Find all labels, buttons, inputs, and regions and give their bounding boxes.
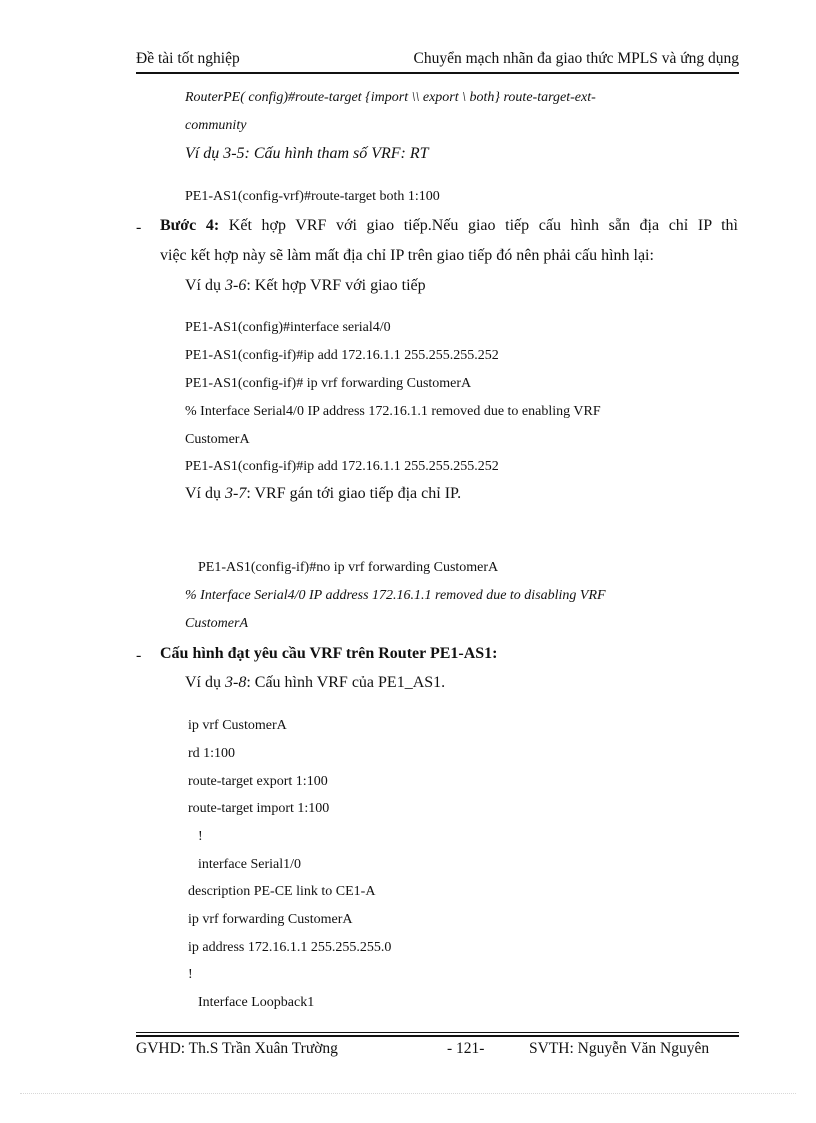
page-edge-dots <box>20 1093 796 1094</box>
config-line: rd 1:100 <box>188 746 236 761</box>
config-line: Interface Loopback1 <box>198 995 315 1010</box>
footer-page-number: - 121- <box>447 1040 485 1057</box>
footer-student: SVTH: Nguyễn Văn Nguyên <box>529 1040 710 1057</box>
config-line: route-target export 1:100 <box>188 774 328 789</box>
section-heading <box>160 645 498 663</box>
example-prefix: Ví dụ <box>185 485 225 502</box>
example-prefix: Ví dụ <box>185 277 225 294</box>
code-line: PE1-AS1(config-if)# ip vrf forwarding CustomerA <box>185 376 472 391</box>
header-rule <box>136 72 739 74</box>
code-line: CustomerA <box>185 432 250 447</box>
syntax-line-cont: community <box>185 118 247 133</box>
footer-rule <box>136 1035 739 1037</box>
example-text: : Cấu hình VRF của PE1_AS1. <box>246 674 446 691</box>
config-line: interface Serial1/0 <box>198 857 302 872</box>
code-line: PE1-AS1(config-if)#no ip vrf forwarding CustomerA <box>198 560 499 575</box>
code-line: PE1-AS1(config)#interface serial4/0 <box>185 320 391 335</box>
code-line: PE1-AS1(config-if)#ip add 172.16.1.1 255.255.255.252 <box>185 459 499 474</box>
example-number: 3-8 <box>225 674 247 691</box>
config-line: description PE-CE link to CE1-A <box>188 884 376 899</box>
step-4-paragraph <box>160 217 738 235</box>
config-line: ! <box>198 829 203 844</box>
example-number: 3-6 <box>225 277 247 294</box>
code-line: PE1-AS1(config-if)#ip add 172.16.1.1 255.255.255.252 <box>185 348 499 363</box>
example-3-5-caption: Ví dụ 3-5: Cấu hình tham số VRF: RT <box>185 145 429 162</box>
bullet-dash: - <box>136 219 142 236</box>
example-3-8-caption <box>185 674 445 692</box>
config-line: ! <box>188 967 193 982</box>
config-line: ip vrf CustomerA <box>188 718 287 733</box>
footer-rule <box>136 1032 739 1033</box>
code-output-line: % Interface Serial4/0 IP address 172.16.1.1 removed due to disabling VRF <box>185 588 606 603</box>
config-line: ip vrf forwarding CustomerA <box>188 912 353 927</box>
config-line: ip address 172.16.1.1 255.255.255.0 <box>188 940 392 955</box>
code-line: % Interface Serial4/0 IP address 172.16.1.1 removed due to enabling VRF <box>185 404 601 419</box>
step-4-text: Kết hợp VRF với giao tiếp.Nếu giao tiếp cấu hình sẵn địa chỉ IP thì <box>219 217 739 234</box>
section-heading-text: Cấu hình đạt yêu cầu VRF trên Router PE1-AS1: <box>160 645 498 662</box>
step-4-label: Bước 4: <box>160 217 220 234</box>
example-prefix: Ví dụ <box>185 674 225 691</box>
config-line: route-target import 1:100 <box>188 801 330 816</box>
example-number: 3-7 <box>225 485 247 502</box>
header-topic-title: Chuyển mạch nhãn đa giao thức MPLS và ứng dụng <box>413 50 739 67</box>
step-4-continuation: việc kết hợp này sẽ làm mất địa chỉ IP trên giao tiếp đó nên phải cấu hình lại: <box>160 247 654 264</box>
code-line: PE1-AS1(config-vrf)#route-target both 1:100 <box>185 189 440 204</box>
example-text: : VRF gán tới giao tiếp địa chỉ IP. <box>246 485 462 502</box>
footer-advisor: GVHD: Th.S Trần Xuân Trường <box>136 1040 338 1057</box>
header-thesis-label: Đề tài tốt nghiệp <box>136 50 240 67</box>
code-output-line: CustomerA <box>185 616 248 631</box>
example-3-7-caption <box>185 485 461 503</box>
example-3-6-caption <box>185 277 426 295</box>
example-text: : Kết hợp VRF với giao tiếp <box>246 277 426 294</box>
bullet-dash: - <box>136 647 142 664</box>
syntax-line: RouterPE( config)#route-target {import \\ export \ both} route-target-ext- <box>185 90 596 105</box>
